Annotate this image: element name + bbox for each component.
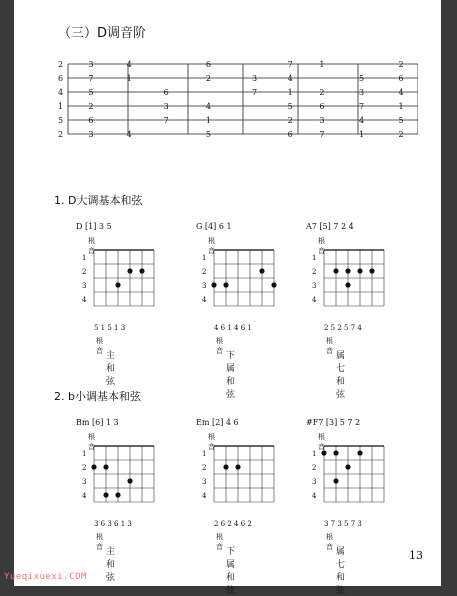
chord-name: Em [2] 4 6 <box>196 418 239 427</box>
finger-dot <box>357 450 362 455</box>
chord-diagram <box>306 418 386 498</box>
finger-dot <box>345 268 350 273</box>
finger-dot <box>127 478 132 483</box>
bottom-root-label: 根音 <box>96 532 103 552</box>
book-page <box>14 0 441 586</box>
chord-diagram <box>76 418 156 498</box>
finger-dot <box>103 492 108 497</box>
scale-note: 6 <box>399 74 404 83</box>
fret-number: 2 <box>312 268 316 276</box>
finger-dot <box>333 478 338 483</box>
bottom-root-label: 根音 <box>96 336 103 356</box>
chord-diagram <box>306 222 386 302</box>
chord-diagram <box>196 222 276 302</box>
finger-dot <box>345 464 350 469</box>
finger-dot <box>211 282 216 287</box>
scale-note: 7 <box>164 116 169 125</box>
finger-dot <box>333 450 338 455</box>
scale-note: 1 <box>319 60 324 69</box>
string-label: 6 <box>58 74 63 83</box>
scale-note: 1 <box>206 116 211 125</box>
chord-caption: 下属和弦 <box>226 348 235 400</box>
chord-caption: 属七和弦 <box>336 348 345 400</box>
root-label: 根音 <box>318 236 325 256</box>
finger-dot <box>259 268 264 273</box>
finger-dot <box>345 282 350 287</box>
chord-name: #F7 [3] 5 7 2 <box>306 418 360 427</box>
string-label: 2 <box>58 130 63 139</box>
fret-number: 3 <box>82 282 86 290</box>
finger-dot <box>115 492 120 497</box>
root-label: 根音 <box>88 432 95 452</box>
fret-number: 4 <box>82 296 87 304</box>
bottom-notes: 3 7 3 5 7 3 <box>324 520 362 528</box>
finger-dot <box>357 268 362 273</box>
chord-caption: 主和弦 <box>106 348 115 387</box>
bottom-root-label: 根音 <box>326 336 333 356</box>
scale-note: 2 <box>288 116 293 125</box>
section-title: （三）D调音阶 <box>58 22 146 41</box>
string-label: 2 <box>58 60 63 69</box>
root-label: 根音 <box>88 236 95 256</box>
string-label: 1 <box>58 102 63 111</box>
scale-note: 2 <box>399 60 404 69</box>
fret-number: 4 <box>202 296 207 304</box>
watermark: Yueqixuexi.COM <box>4 572 87 582</box>
finger-dot <box>223 282 228 287</box>
chord-name: G [4] 6 1 <box>196 222 232 231</box>
scale-note: 1 <box>359 130 364 139</box>
scale-note: 6 <box>288 130 293 139</box>
root-label: 根音 <box>318 432 325 452</box>
scale-note: 6 <box>319 102 324 111</box>
bottom-notes: 2 6 2 4 6 2 <box>214 520 252 528</box>
scale-note: 5 <box>399 116 404 125</box>
minor-heading: 2. b小调基本和弦 <box>54 388 141 404</box>
bottom-root-label: 根音 <box>326 532 333 552</box>
finger-dot <box>91 464 96 469</box>
finger-dot <box>223 464 228 469</box>
scale-note: 3 <box>252 74 257 83</box>
chord-name: Bm [6] 1 3 <box>76 418 119 427</box>
scale-note: 7 <box>88 74 93 83</box>
finger-dot <box>139 268 144 273</box>
scale-note: 2 <box>206 74 211 83</box>
scale-note: 5 <box>206 130 211 139</box>
fret-number: 1 <box>82 450 86 458</box>
fret-number: 1 <box>202 254 206 262</box>
finger-dot <box>333 268 338 273</box>
scale-note: 5 <box>359 74 364 83</box>
fret-number: 4 <box>312 296 317 304</box>
bottom-root-label: 根音 <box>216 532 223 552</box>
fret-number: 2 <box>312 464 316 472</box>
fret-number: 2 <box>202 268 206 276</box>
fret-number: 2 <box>82 268 86 276</box>
scale-note: 1 <box>127 74 132 83</box>
scale-note: 4 <box>399 88 404 97</box>
fret-number: 3 <box>312 478 316 486</box>
scale-note: 1 <box>288 88 293 97</box>
bottom-notes: 4 6 1 4 6 1 <box>214 324 252 332</box>
scale-note: 7 <box>288 60 293 69</box>
scale-note: 4 <box>127 60 132 69</box>
scale-note: 4 <box>206 102 211 111</box>
scale-note: 6 <box>164 88 169 97</box>
scale-note: 5 <box>88 88 93 97</box>
fret-number: 4 <box>312 492 317 500</box>
scale-note: 7 <box>359 102 364 111</box>
scale-note: 1 <box>399 102 404 111</box>
scale-note: 2 <box>319 88 324 97</box>
scale-note: 3 <box>319 116 324 125</box>
finger-dot <box>115 282 120 287</box>
string-label: 4 <box>58 88 63 97</box>
root-label: 根音 <box>208 236 215 256</box>
bottom-notes: 2 5 2 5 7 4 <box>324 324 362 332</box>
chord-caption: 下属和弦 <box>226 544 235 596</box>
fret-number: 3 <box>312 282 316 290</box>
scale-note: 7 <box>252 88 257 97</box>
scale-note: 2 <box>399 130 404 139</box>
scale-note: 3 <box>359 88 364 97</box>
bottom-notes: 5 1 5 1 3 <box>94 324 125 332</box>
bottom-root-label: 根音 <box>216 336 223 356</box>
fret-number: 3 <box>202 282 206 290</box>
finger-dot <box>369 268 374 273</box>
bottom-notes: 3 6 3 6 1 3 <box>94 520 132 528</box>
finger-dot <box>235 464 240 469</box>
fret-number: 2 <box>202 464 206 472</box>
chord-caption: 主和弦 <box>106 544 115 583</box>
major-heading: 1. D大调基本和弦 <box>54 192 142 208</box>
scale-note: 4 <box>127 130 132 139</box>
root-label: 根音 <box>208 432 215 452</box>
chord-name: A7 [5] 7 2 4 <box>306 222 354 231</box>
finger-dot <box>271 282 276 287</box>
scale-note: 6 <box>88 116 93 125</box>
scale-note: 3 <box>164 102 169 111</box>
finger-dot <box>127 268 132 273</box>
finger-dot <box>321 450 326 455</box>
string-label: 5 <box>58 116 63 125</box>
scale-fretboard <box>58 56 418 140</box>
scale-note: 4 <box>359 116 364 125</box>
chord-diagram <box>76 222 156 302</box>
fret-number: 1 <box>312 450 316 458</box>
fret-number: 4 <box>202 492 207 500</box>
fret-number: 3 <box>202 478 206 486</box>
fret-number: 1 <box>202 450 206 458</box>
chord-caption: 属七和弦 <box>336 544 345 596</box>
scale-note: 2 <box>88 102 93 111</box>
fret-number: 1 <box>82 254 86 262</box>
fret-number: 4 <box>82 492 87 500</box>
scale-note: 7 <box>319 130 324 139</box>
scale-note: 3 <box>88 60 93 69</box>
fret-number: 1 <box>312 254 316 262</box>
chord-diagram <box>196 418 276 498</box>
scale-note: 4 <box>288 74 293 83</box>
chord-name: D [1] 3 5 <box>76 222 112 231</box>
scale-note: 6 <box>206 60 211 69</box>
scale-note: 3 <box>88 130 93 139</box>
finger-dot <box>103 464 108 469</box>
scale-note: 5 <box>288 102 293 111</box>
fret-number: 3 <box>82 478 86 486</box>
fret-number: 2 <box>82 464 86 472</box>
page-number: 13 <box>409 549 423 562</box>
